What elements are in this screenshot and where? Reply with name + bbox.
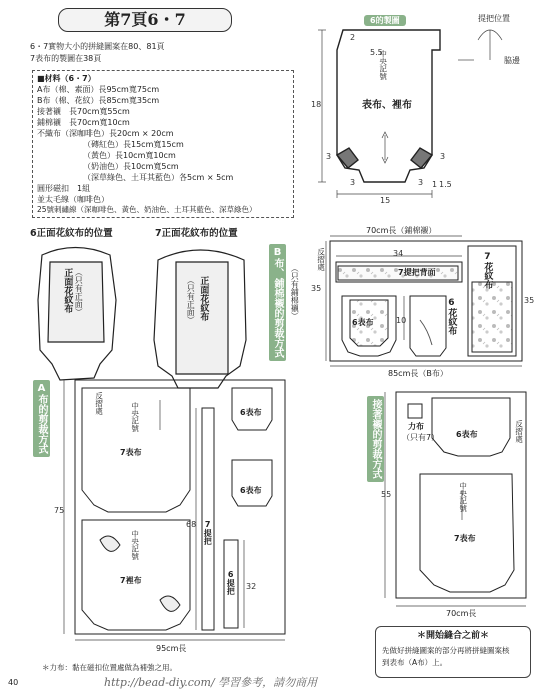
fabric-pos-7-title: 7正面花紋布的位置	[155, 228, 238, 239]
dim-34: 34	[393, 249, 404, 258]
material-line: 25號刺繡線（深咖啡色、黃色、奶油色、土耳其藍色、深草綠色）	[37, 205, 257, 214]
b-cut-tag: B布、鋪棉襯的剪裁方式	[269, 244, 286, 361]
intro-line-1: 6・7實物大小的拼縫圖案在80、81頁	[30, 42, 165, 51]
material-line: B布（棉、花紋）長85cm寬35cm	[37, 96, 160, 105]
force-cloth-note: （只有7）	[402, 433, 440, 442]
dim-2: 2	[350, 33, 356, 42]
a-cut-center: 中央記號	[130, 402, 140, 432]
dim-5-5: 5.5	[370, 48, 383, 57]
force-cloth: 力布	[408, 422, 424, 431]
interfacing-face-6: 6表布	[456, 430, 478, 439]
material-line: A布（棉、素面）長95cm寬75cm	[37, 85, 160, 94]
a-handle-7: 7提把	[203, 520, 213, 545]
dim-55: 55	[381, 490, 392, 499]
a-cut-fold: 反摺處	[94, 392, 104, 415]
interfacing-face-7: 7表布	[454, 534, 476, 543]
a-face-6-b: 6表布	[240, 486, 262, 495]
material-line: 接著襯 長70cm寬55cm	[37, 107, 130, 116]
before-sewing-box	[375, 626, 531, 678]
b-cut-width: 70cm長（鋪棉襯）	[366, 226, 437, 235]
dim-68: 68	[186, 520, 197, 529]
fabric-pos-6-label: 正面花紋布	[62, 268, 73, 313]
dim-10: 10	[396, 316, 407, 325]
dim-1: 1	[432, 180, 438, 189]
dim-3: 3	[350, 178, 356, 187]
a-face-7: 7表布	[120, 448, 142, 457]
side-seam-label: 脇邊	[504, 56, 520, 65]
interfacing-width: 70cm長	[446, 609, 477, 618]
a-handle-6: 6提把	[226, 570, 236, 595]
dim-15: 15	[380, 196, 391, 205]
material-line: 並太毛線（咖啡色）	[37, 195, 109, 204]
fabric-pos-6-note: （只有正面）	[74, 268, 84, 316]
fabric-pos-7-note: （只有正面）	[186, 276, 196, 324]
materials-heading: ■材料（6・7）	[37, 74, 96, 83]
a-cut-width: 95cm長	[156, 644, 187, 653]
b-cut-bottom-width: 85cm長（B布）	[388, 369, 448, 378]
before-sewing-line-1: 先做好拼縫圖案的部分再將拼縫圖案核	[382, 646, 510, 655]
dim-1-5: 1.5	[439, 180, 452, 189]
fabric-pos-7-label: 正面花紋布	[198, 276, 209, 321]
interfacing-tag: 接著襯的剪裁方式	[367, 396, 384, 482]
footer-note: ＊力布：黏在磁扣位置處做為補強之用。	[42, 663, 177, 672]
a-face-6-a: 6表布	[240, 408, 262, 417]
dim-3: 3	[418, 178, 424, 187]
dim-35-right: 35	[524, 296, 535, 305]
flower-fabric-7: 7花紋布	[482, 252, 493, 289]
material-line: （黃色）長10cm寬10cm	[83, 151, 176, 160]
b-cut-note: （只有鋪棉襯）	[290, 264, 300, 320]
drawing6-piece-label: 表布、裡布	[362, 100, 412, 111]
b-cut-fold: 反摺處	[316, 248, 326, 271]
dim-75: 75	[54, 506, 65, 515]
before-sewing-line-2: 到表布（A布）上。	[382, 658, 448, 667]
material-line: （奶油色）長10cm寬5cm	[83, 162, 179, 171]
material-line: 圓形磁扣 1組	[37, 184, 91, 193]
material-line: 不織布（深咖啡色）長20cm × 20cm	[37, 129, 174, 138]
handle-position-label: 提把位置	[478, 14, 510, 23]
dim-3: 3	[440, 152, 446, 161]
interfacing-center: 中央記號	[458, 482, 468, 512]
center-mark-label: 中央記號	[378, 50, 388, 80]
dim-18: 18	[311, 100, 322, 109]
a-lining-7: 7裡布	[120, 576, 142, 585]
material-line: （磚紅色）長15cm寬15cm	[83, 140, 184, 149]
material-line: 鋪棉襯 長70cm寬10cm	[37, 118, 130, 127]
materials-box	[32, 70, 294, 218]
page-title: 第7頁6・7	[58, 8, 232, 32]
handle-back-7: 7提把背面	[398, 268, 436, 277]
fabric-pos-6-title: 6正面花紋布的位置	[30, 228, 113, 239]
a-cut-center-2: 中央記號	[130, 530, 140, 560]
page-number: 40	[8, 678, 19, 687]
b-face-6: 6表布	[352, 318, 374, 327]
intro-line-2: 7表布的製圖在38頁	[30, 54, 102, 63]
drawing6-label: 6的製圖	[364, 15, 406, 26]
dim-35-left: 35	[311, 284, 322, 293]
before-sewing-title: ＊開始縫合之前＊	[416, 631, 489, 641]
interfacing-fold: 反摺處	[514, 420, 524, 443]
a-cut-tag: A布的剪裁方式	[33, 380, 50, 457]
dim-32: 32	[246, 582, 257, 591]
flower-fabric-6: 6花紋布	[446, 298, 457, 335]
material-line: （深草綠色、土耳其藍色）各5cm × 5cm	[83, 173, 234, 182]
dim-3: 3	[326, 152, 332, 161]
watermark: http://bead-diy.com/ 學習參考，請勿商用	[104, 676, 318, 689]
